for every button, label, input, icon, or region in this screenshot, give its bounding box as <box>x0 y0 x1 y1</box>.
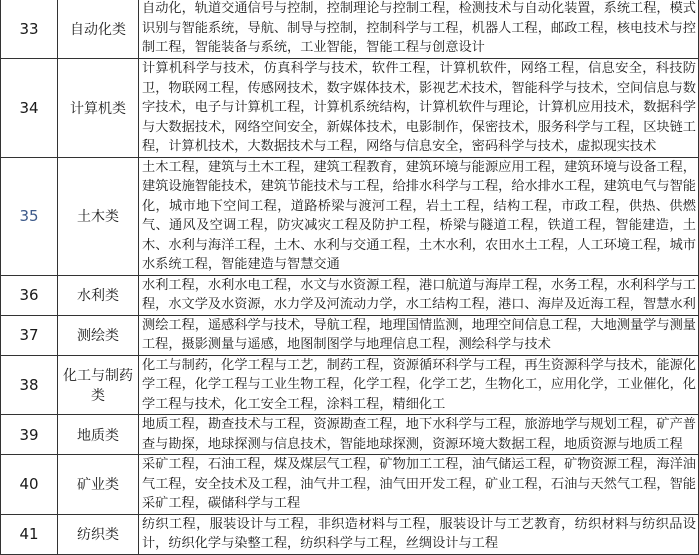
table-row <box>1 415 699 455</box>
majors-list: 纺织工程，服装设计与工程，非织造材料与工程，服装设计与工艺教育，纺织材料与纺织品设计，纺织化学与染整工程，纺织科学与工程，丝绸设计与工程 <box>139 514 699 554</box>
majors-list: 测绘工程，遥感科学与技术，导航工程，地理国情监测，地理空间信息工程，大地测量学与测量工程，摄影测量与遥感，地图制图学与地理信息工程，测绘科学与技术 <box>139 315 699 355</box>
row-number: 38 <box>1 355 58 415</box>
majors-list: 水利工程，水利水电工程，水文与水资源工程，港口航道与海岸工程，水务工程，水利科学与工程，水文学及水资源，水力学及河流动力学，水工结构工程，港口、海岸及近海工程，智慧水利 <box>139 275 699 315</box>
category-name: 测绘类 <box>58 315 139 355</box>
row-number: 33 <box>1 0 58 59</box>
category-name: 计算机类 <box>58 59 139 158</box>
row-number: 39 <box>1 415 58 455</box>
majors-list: 采矿工程，石油工程，煤及煤层气工程，矿物加工工程，油气储运工程，矿物资源工程，海洋油气工程，安全技术及工程，油气井工程，油气田开发工程，矿业工程，石油与天然气工程，智能采矿工程，碳储科学与工程 <box>139 455 699 515</box>
table-row <box>1 59 699 158</box>
table-row <box>1 514 699 554</box>
majors-list: 计算机科学与技术，仿真科学与技术，软件工程，计算机软件，网络工程，信息安全，科技防卫，物联网工程，传感网技术，数字媒体技术，影视艺术技术，智能科学与技术，空间信息与数字技术，电子与计算机工程，计算机系统结构，计算机软件与理论，计算机应用技术，数据科学与大数据技术，网络空间安全，新媒体技术，电影制作，保密技术，服务科学与工程，区块链工程，计算机技术，大数据技术与工程，网络与信息安全，密码科学与技术，虚拟现实技术 <box>139 59 699 158</box>
category-name: 土木类 <box>58 157 139 275</box>
table-row <box>1 315 699 355</box>
row-number: 41 <box>1 514 58 554</box>
table-row <box>1 355 699 415</box>
category-name: 地质类 <box>58 415 139 455</box>
category-name: 水利类 <box>58 275 139 315</box>
row-number: 37 <box>1 315 58 355</box>
table-row <box>1 455 699 515</box>
table-row <box>1 157 699 275</box>
category-name: 自动化类 <box>58 0 139 59</box>
category-name: 化工与制药类 <box>58 355 139 415</box>
row-number: 35 <box>1 157 58 275</box>
majors-list: 土木工程，建筑与土木工程，建筑工程教育，建筑环境与能源应用工程，建筑环境与设备工程，建筑设施智能技术，建筑节能技术与工程，给排水科学与工程，给水排水工程，建筑电气与智能化，城市地下空间工程，道路桥梁与渡河工程，岩土工程，结构工程，市政工程，供热、供燃气、通风及空调工程，防灾减灾工程及防护工程，桥梁与隧道工程，铁道工程，智能建造，土木、水利与海洋工程，土木、水利与交通工程，土木水利，农田水土工程，人工环境工程，城市水系统工程，智能建造与智慧交通 <box>139 157 699 275</box>
majors-list: 地质工程，勘查技术与工程，资源勘查工程，地下水科学与工程，旅游地学与规划工程，矿产普查与勘探，地球探测与信息技术，智能地球探测，资源环境大数据工程，地质资源与地质工程 <box>139 415 699 455</box>
majors-list: 自动化，轨道交通信号与控制，控制理论与控制工程，检测技术与自动化装置，系统工程，模式识别与智能系统，导航、制导与控制，控制科学与工程，机器人工程，邮政工程，核电技术与控制工程，智能装备与系统，工业智能，智能工程与创意设计 <box>139 0 699 59</box>
row-number: 40 <box>1 455 58 515</box>
row-number: 36 <box>1 275 58 315</box>
majors-list: 化工与制药，化学工程与工艺，制药工程，资源循环科学与工程，再生资源科学与技术，能源化学工程，化学工程与工业生物工程，化学工程，化学工艺，生物化工，应用化学，工业催化，化学工程与技术，化工安全工程，涂料工程，精细化工 <box>139 355 699 415</box>
table-row <box>1 275 699 315</box>
category-name: 纺织类 <box>58 514 139 554</box>
category-name: 矿业类 <box>58 455 139 515</box>
table-row <box>1 0 699 59</box>
row-number: 34 <box>1 59 58 158</box>
